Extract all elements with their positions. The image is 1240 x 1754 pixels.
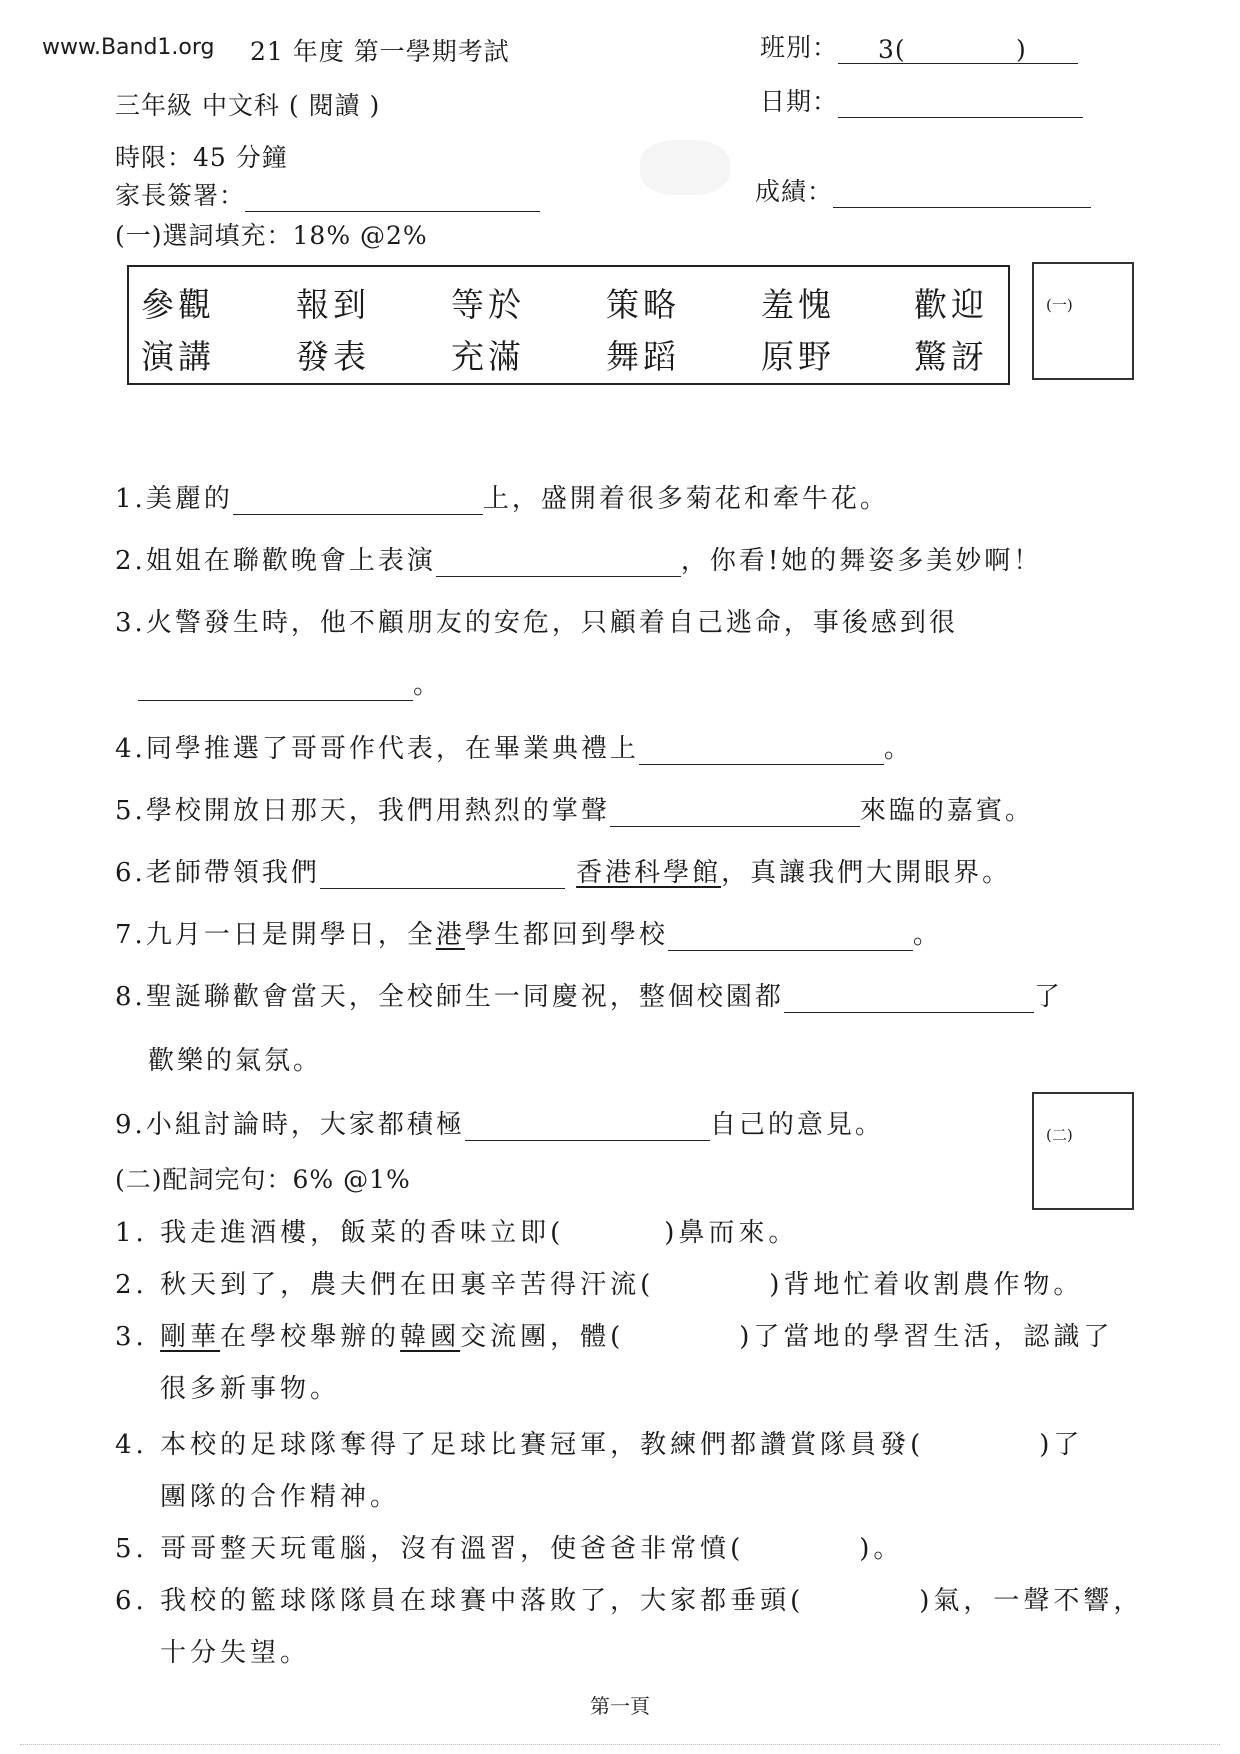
s1-question-5: 5.學校開放日那天，我們用熱烈的掌聲 來臨的嘉賓。	[115, 796, 1034, 826]
word-bank-item: 參觀	[141, 285, 215, 324]
time-limit: 時限：45 分鐘	[115, 143, 288, 172]
s2-question-5: 5. 哥哥整天玩電腦，沒有溫習，使爸爸非常憤( )。	[115, 1534, 904, 1564]
class-field	[760, 28, 1078, 64]
word-bank-item: 驚訝	[914, 337, 988, 376]
section1-title: (一)選詞填充：18% @2%	[115, 221, 428, 250]
s1-question-4: 4.同學推選了哥哥作代表，在畢業典禮上 。	[115, 734, 913, 764]
word-bank-item: 發表	[296, 337, 370, 376]
s1-question-2: 2.姐姐在聯歡晚會上表演 ，你看!她的舞姿多美妙啊！	[115, 546, 1043, 576]
grade-subject: 三年級 中文科 ( 閱讀 )	[115, 91, 381, 120]
s2-question-4-continued: 團隊的合作精神。	[160, 1482, 401, 1512]
answer-blank[interactable]	[436, 549, 681, 577]
page-number: 第一頁	[590, 1694, 650, 1718]
s2-question-6-continued: 十分失望。	[160, 1638, 311, 1668]
word-bank-item: 充滿	[451, 337, 525, 376]
answer-blank[interactable]	[320, 861, 565, 889]
s1-question-1: 1.美麗的 上，盛開着很多菊花和牽牛花。	[115, 484, 889, 514]
answer-blank[interactable]	[138, 673, 413, 701]
date-line	[838, 91, 1083, 118]
s2-question-1: 1. 我走進酒樓，飯菜的香味立即( )鼻而來。	[115, 1218, 799, 1248]
class-close-paren: )	[1016, 34, 1027, 64]
word-bank-item: 等於	[451, 285, 525, 324]
proper-noun: 韓國	[400, 1322, 461, 1352]
answer-blank[interactable]	[784, 985, 1034, 1013]
answer-blank[interactable]	[610, 799, 860, 827]
answer-blank[interactable]	[639, 737, 884, 765]
proper-noun: 港	[435, 920, 465, 950]
s2-question-2: 2. 秋天到了，農夫們在田裏辛苦得汗流( )背地忙着收割農作物。	[115, 1270, 1084, 1300]
answer-blank[interactable]	[465, 1113, 710, 1141]
section2-box-label: (二)	[1046, 1126, 1073, 1144]
score-label: 成績：	[755, 177, 834, 206]
proper-noun: 香港科學館	[576, 858, 722, 888]
class-value: 3(	[878, 34, 906, 64]
s1-question-3: 3.火警發生時，他不顧朋友的安危，只顧着自己逃命，事後感到很	[115, 608, 958, 638]
class-label: 班別：	[760, 33, 839, 62]
section2-title: (二)配詞完句：6% @1%	[115, 1165, 411, 1194]
s2-question-3-continued: 很多新事物。	[160, 1374, 341, 1404]
word-bank	[127, 265, 1010, 385]
word-bank-item: 原野	[761, 337, 835, 376]
s2-question-3: 3. 剛華在學校舉辦的韓國交流團，體( )了當地的學習生活，認識了	[115, 1322, 1114, 1352]
s1-question-3-continued: 。	[138, 664, 442, 701]
score-field	[755, 172, 1091, 208]
word-bank-item: 策略	[606, 285, 680, 324]
score-line	[833, 181, 1091, 208]
s1-question-9: 9.小組討論時，大家都積極 自己的意見。	[115, 1110, 884, 1140]
s1-question-6: 6.老師帶領我們 香港科學館，真讓我們大開眼界。	[115, 858, 1012, 888]
s1-question-8: 8.聖誕聯歡會當天，全校師生一同慶祝，整個校園都 了	[115, 982, 1063, 1012]
word-bank-item: 報到	[296, 285, 370, 324]
parent-sign-field	[115, 176, 540, 212]
s2-question-4: 4. 本校的足球隊奪得了足球比賽冠軍，教練們都讚賞隊員發( )了	[115, 1430, 1084, 1460]
section1-score-box	[1032, 262, 1134, 380]
section2-score-box	[1032, 1092, 1134, 1210]
date-label: 日期：	[760, 87, 839, 116]
site-watermark: www.Band1.org	[42, 35, 215, 60]
answer-blank[interactable]	[233, 487, 483, 515]
word-bank-item: 舞蹈	[606, 337, 680, 376]
scan-edge-line	[20, 1744, 1220, 1745]
s2-question-6: 6. 我校的籃球隊隊員在球賽中落敗了，大家都垂頭( )氣，一聲不響，	[115, 1586, 1144, 1616]
date-field	[760, 82, 1083, 118]
pencil-smudge	[640, 140, 730, 195]
word-bank-item: 演講	[141, 337, 215, 376]
word-bank-item: 歡迎	[914, 285, 988, 324]
s1-question-7: 7.九月一日是開學日，全港學生都回到學校 。	[115, 920, 942, 950]
word-bank-item: 羞愧	[761, 285, 835, 324]
parent-sign-line	[245, 185, 540, 212]
answer-blank[interactable]	[668, 923, 913, 951]
s1-question-8-continued: 歡樂的氣氛。	[148, 1046, 323, 1076]
parent-sign-label: 家長簽署：	[115, 181, 246, 210]
proper-noun: 剛華	[160, 1322, 221, 1352]
class-line	[838, 34, 1078, 64]
exam-title: 21 年度 第一學期考試	[250, 37, 510, 66]
section1-box-label: (一)	[1046, 296, 1073, 314]
